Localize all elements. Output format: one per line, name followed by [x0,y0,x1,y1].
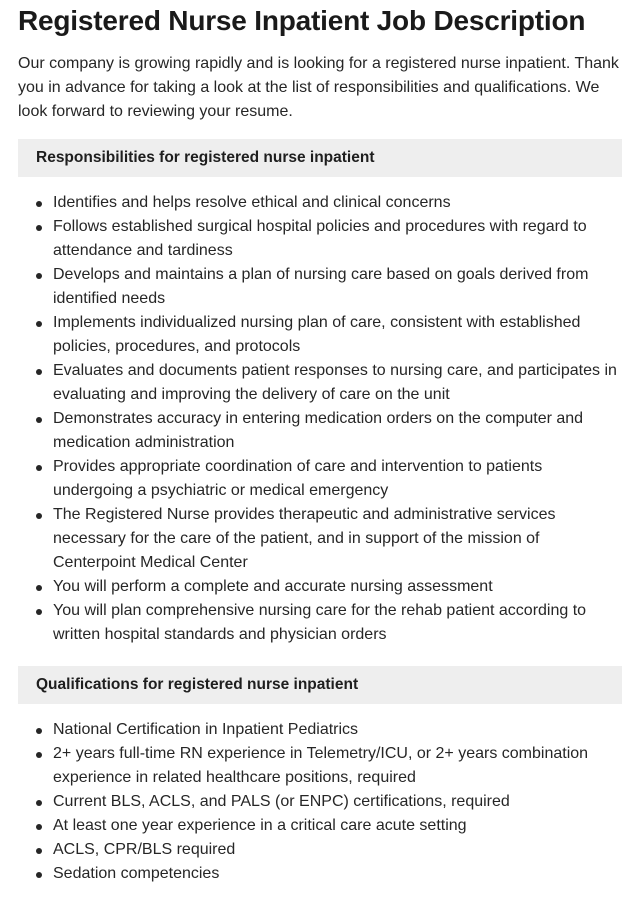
list-item: You will plan comprehensive nursing care for the rehab patient according to written hospital standards and physician orders [18,599,622,647]
responsibilities-heading: Responsibilities for registered nurse inpatient [18,139,622,177]
list-item: You will perform a complete and accurate nursing assessment [18,575,622,599]
list-item: At least one year experience in a critical care acute setting [18,814,622,838]
list-item: Demonstrates accuracy in entering medication orders on the computer and medication administration [18,407,622,455]
page-title: Registered Nurse Inpatient Job Description [18,5,586,36]
responsibilities-list [18,191,622,647]
intro-paragraph: Our company is growing rapidly and is looking for a registered nurse inpatient. Thank you in advance for taking a look at the list of responsibilities and qualifications. We look forward to reviewing your resume. [18,55,619,120]
list-item: 2+ years full-time RN experience in Telemetry/ICU, or 2+ years combination experience in related healthcare positions, required [18,742,622,790]
qualifications-heading: Qualifications for registered nurse inpatient [18,666,622,704]
list-item: The Registered Nurse provides therapeutic and administrative services necessary for the care of the patient, and in support of the mission of Centerpoint Medical Center [18,503,622,575]
list-item: ACLS, CPR/BLS required [18,838,622,862]
list-item: Follows established surgical hospital policies and procedures with regard to attendance and tardiness [18,215,622,263]
list-item: Develops and maintains a plan of nursing care based on goals derived from identified needs [18,263,622,311]
qualifications-list [18,718,622,886]
list-item: Current BLS, ACLS, and PALS (or ENPC) certifications, required [18,790,622,814]
list-item: Evaluates and documents patient responses to nursing care, and participates in evaluating and improving the delivery of care on the unit [18,359,622,407]
list-item: National Certification in Inpatient Pediatrics [18,718,622,742]
list-item: Identifies and helps resolve ethical and clinical concerns [18,191,622,215]
list-item: Sedation competencies [18,862,622,886]
list-item: Implements individualized nursing plan of care, consistent with established policies, procedures, and protocols [18,311,622,359]
list-item: Provides appropriate coordination of care and intervention to patients undergoing a psychiatric or medical emergency [18,455,622,503]
